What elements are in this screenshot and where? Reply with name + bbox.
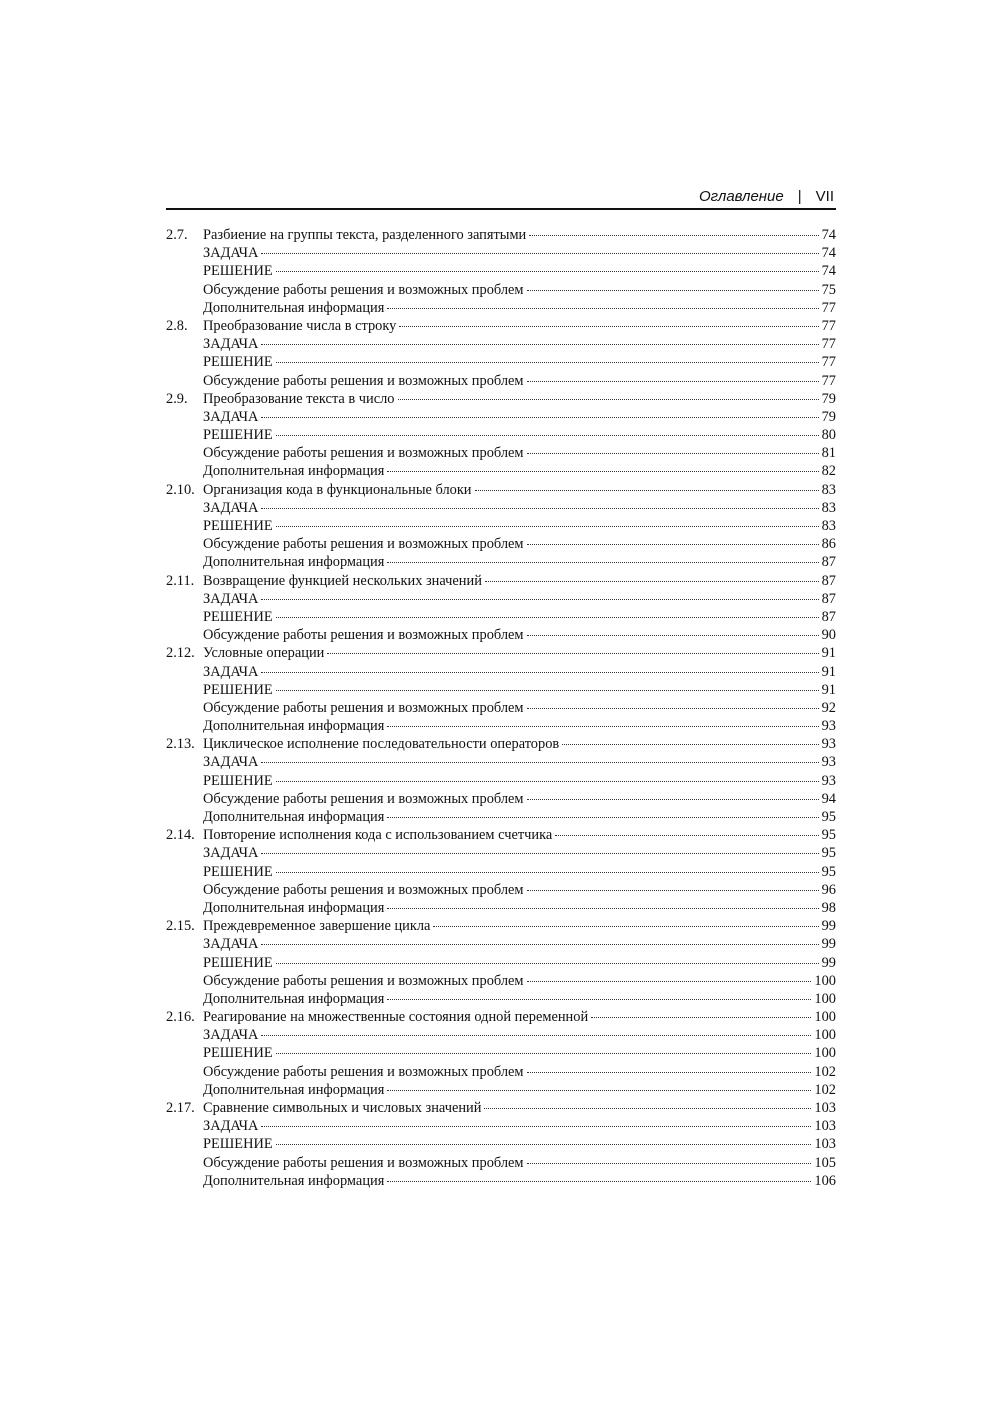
toc-subsection-title: ЗАДАЧА	[203, 845, 259, 862]
toc-subsection-title: РЕШЕНИЕ	[203, 427, 273, 444]
toc-dot-leader	[261, 417, 818, 418]
toc-dot-leader	[261, 599, 818, 600]
toc-dot-leader	[327, 653, 818, 654]
toc-dot-leader	[387, 726, 818, 727]
toc-dot-leader	[276, 781, 819, 782]
toc-subsection-entry[interactable]	[166, 517, 836, 535]
toc-subsection-entry[interactable]	[166, 972, 836, 990]
toc-dot-leader	[527, 708, 819, 709]
toc-dot-leader	[484, 1108, 811, 1109]
toc-subsection-title: ЗАДАЧА	[203, 408, 259, 425]
toc-subsection-title: Обсуждение работы решения и возможных проблем	[203, 972, 524, 989]
toc-page-number: 102	[814, 1081, 836, 1098]
toc-section-number: 2.10.	[166, 481, 195, 498]
toc-page-number: 93	[821, 754, 836, 771]
toc-subsection-entry[interactable]	[166, 753, 836, 771]
header-page-number: VII	[815, 188, 834, 205]
toc-subsection-title: Обсуждение работы решения и возможных проблем	[203, 1063, 524, 1080]
toc-section-entry[interactable]	[166, 1099, 836, 1117]
header-text	[699, 188, 834, 205]
toc-dot-leader	[261, 253, 818, 254]
toc-dot-leader	[398, 399, 819, 400]
toc-dot-leader	[387, 817, 818, 818]
toc-section-number: 2.16.	[166, 1009, 195, 1026]
toc-dot-leader	[276, 963, 819, 964]
toc-subsection-title: ЗАДАЧА	[203, 754, 259, 771]
toc-subsection-title: Обсуждение работы решения и возможных проблем	[203, 281, 524, 298]
toc-dot-leader	[527, 981, 812, 982]
toc-dot-leader	[261, 944, 818, 945]
toc-subsection-entry[interactable]	[166, 281, 836, 299]
toc-page-number: 87	[821, 590, 836, 607]
toc-page-number: 105	[814, 1154, 836, 1171]
toc-subsection-entry[interactable]	[166, 335, 836, 353]
toc-subsection-title: Обсуждение работы решения и возможных проблем	[203, 1154, 524, 1171]
toc-subsection-entry[interactable]	[166, 717, 836, 735]
toc-subsection-title: Обсуждение работы решения и возможных проблем	[203, 881, 524, 898]
toc-dot-leader	[261, 1035, 811, 1036]
toc-dot-leader	[261, 344, 818, 345]
toc-page-number: 98	[821, 899, 836, 916]
toc-subsection-title: РЕШЕНИЕ	[203, 772, 273, 789]
toc-section-number: 2.14.	[166, 827, 195, 844]
toc-subsection-title: РЕШЕНИЕ	[203, 354, 273, 371]
toc-section-title: Возвращение функцией нескольких значений	[203, 572, 482, 589]
toc-page-number: 92	[821, 699, 836, 716]
toc-page-number: 90	[821, 627, 836, 644]
toc-section-number: 2.11.	[166, 572, 195, 589]
toc-subsection-title: Дополнительная информация	[203, 554, 385, 571]
toc-dot-leader	[527, 544, 819, 545]
toc-section-entry[interactable]	[166, 481, 836, 499]
toc-page-number: 77	[821, 372, 836, 389]
toc-subsection-title: Обсуждение работы решения и возможных проблем	[203, 536, 524, 553]
toc-subsection-entry[interactable]	[166, 1172, 836, 1190]
toc-subsection-entry[interactable]	[166, 1026, 836, 1044]
toc-section-entry[interactable]	[166, 390, 836, 408]
toc-subsection-title: Обсуждение работы решения и возможных проблем	[203, 699, 524, 716]
toc-page-number: 77	[821, 354, 836, 371]
toc-dot-leader	[387, 562, 818, 563]
toc-section-number: 2.9.	[166, 390, 188, 407]
toc-subsection-entry[interactable]	[166, 935, 836, 953]
toc-dot-leader	[387, 471, 818, 472]
toc-subsection-title: Обсуждение работы решения и возможных проблем	[203, 790, 524, 807]
toc-page-number: 87	[821, 608, 836, 625]
toc-dot-leader	[399, 326, 818, 327]
toc-dot-leader	[527, 799, 819, 800]
toc-subsection-entry[interactable]	[166, 372, 836, 390]
toc-section-title: Разбиение на группы текста, разделенного запятыми	[203, 227, 527, 243]
toc-section-number: 2.15.	[166, 918, 195, 935]
toc-page-number: 99	[821, 918, 836, 935]
toc-subsection-entry[interactable]	[166, 1044, 836, 1062]
toc-subsection-title: Дополнительная информация	[203, 809, 385, 825]
toc-subsection-entry[interactable]	[166, 299, 836, 317]
toc-subsection-entry[interactable]	[166, 1081, 836, 1099]
toc-page-number: 102	[814, 1063, 836, 1080]
toc-page-number: 96	[821, 881, 836, 898]
toc-subsection-title: Дополнительная информация	[203, 899, 385, 916]
toc-page-number: 91	[821, 645, 836, 662]
toc-subsection-entry[interactable]	[166, 863, 836, 881]
toc-subsection-entry[interactable]	[166, 772, 836, 790]
toc-section-title: Повторение исполнения кода с использованием счетчика	[203, 827, 553, 844]
toc-dot-leader	[261, 1126, 811, 1127]
toc-dot-leader	[527, 1163, 812, 1164]
toc-dot-leader	[261, 762, 818, 763]
toc-subsection-entry[interactable]	[166, 1154, 836, 1172]
toc-dot-leader	[276, 1144, 812, 1145]
toc-section-entry[interactable]	[166, 226, 836, 244]
toc-page-number: 94	[821, 790, 836, 807]
toc-dot-leader	[276, 690, 819, 691]
toc-page-number: 79	[821, 390, 836, 407]
toc-page-number: 95	[821, 845, 836, 862]
header-separator: |	[797, 188, 802, 205]
toc-dot-leader	[527, 1072, 812, 1073]
toc-dot-leader	[276, 617, 819, 618]
toc-page-number: 91	[821, 663, 836, 680]
toc-subsection-entry[interactable]	[166, 899, 836, 917]
toc-subsection-entry[interactable]	[166, 954, 836, 972]
header-section-title: Оглавление	[698, 188, 784, 205]
toc-dot-leader	[276, 435, 819, 436]
toc-dot-leader	[527, 890, 819, 891]
toc-section-title: Организация кода в функциональные блоки	[203, 481, 472, 498]
toc-subsection-title: ЗАДАЧА	[203, 590, 259, 607]
toc-dot-leader	[433, 926, 818, 927]
toc-subsection-title: ЗАДАЧА	[203, 499, 259, 516]
toc-section-title: Реагирование на множественные состояния одной переменной	[203, 1009, 589, 1026]
toc-subsection-title: ЗАДАЧА	[203, 663, 259, 680]
toc-subsection-entry[interactable]	[166, 444, 836, 462]
toc-dot-leader	[527, 290, 819, 291]
toc-dot-leader	[529, 235, 818, 236]
toc-page-number: 95	[821, 863, 836, 880]
toc-page-number: 103	[814, 1100, 836, 1116]
toc-subsection-title: Обсуждение работы решения и возможных проблем	[203, 445, 524, 462]
toc-subsection-entry[interactable]	[166, 553, 836, 571]
toc-dot-leader	[562, 744, 818, 745]
toc-section-entry[interactable]	[166, 735, 836, 753]
toc-subsection-title: Дополнительная информация	[203, 1172, 385, 1189]
toc-subsection-entry[interactable]	[166, 808, 836, 826]
toc-page-number: 74	[821, 227, 836, 243]
toc-subsection-title: Дополнительная информация	[203, 990, 385, 1007]
toc-dot-leader	[527, 635, 819, 636]
toc-dot-leader	[276, 526, 819, 527]
toc-subsection-entry[interactable]	[166, 699, 836, 717]
toc-subsection-title: РЕШЕНИЕ	[203, 954, 273, 971]
toc-subsection-title: Дополнительная информация	[203, 718, 385, 735]
toc-subsection-entry[interactable]	[166, 1063, 836, 1081]
toc-dot-leader	[261, 672, 818, 673]
toc-subsection-title: РЕШЕНИЕ	[203, 681, 273, 698]
toc-subsection-entry[interactable]	[166, 590, 836, 608]
toc-section-title: Преждевременное завершение цикла	[203, 918, 431, 935]
toc-subsection-title: Дополнительная информация	[203, 299, 385, 316]
toc-page-number: 99	[821, 936, 836, 953]
toc-page-number: 95	[821, 827, 836, 844]
toc-page-number: 80	[821, 427, 836, 444]
toc-dot-leader	[555, 835, 818, 836]
toc-subsection-title: ЗАДАЧА	[203, 1118, 259, 1135]
toc-page-number: 93	[821, 718, 836, 735]
toc-section-number: 2.13.	[166, 736, 195, 753]
toc-section-number: 2.17.	[166, 1100, 195, 1116]
toc-dot-leader	[485, 581, 819, 582]
toc-subsection-entry[interactable]	[166, 1117, 836, 1135]
toc-page-number: 100	[814, 972, 836, 989]
toc-section-entry[interactable]	[166, 826, 836, 844]
toc-subsection-title: ЗАДАЧА	[203, 245, 259, 262]
toc-dot-leader	[387, 1181, 811, 1182]
toc-dot-leader	[276, 872, 819, 873]
toc-section-title: Преобразование числа в строку	[203, 317, 397, 334]
toc-page-number: 100	[814, 990, 836, 1007]
toc-page-number: 93	[821, 772, 836, 789]
toc-dot-leader	[261, 853, 818, 854]
toc-section-title: Условные операции	[203, 645, 325, 662]
toc-subsection-title: РЕШЕНИЕ	[203, 1045, 273, 1062]
toc-dot-leader	[387, 308, 818, 309]
toc-page-number: 86	[821, 536, 836, 553]
table-of-contents	[166, 226, 836, 1190]
toc-subsection-title: Дополнительная информация	[203, 463, 385, 480]
toc-subsection-entry[interactable]	[166, 608, 836, 626]
toc-page-number: 79	[821, 408, 836, 425]
toc-subsection-entry[interactable]	[166, 790, 836, 808]
toc-page-number: 83	[821, 499, 836, 516]
toc-page-number: 100	[814, 1027, 836, 1044]
toc-subsection-title: РЕШЕНИЕ	[203, 608, 273, 625]
toc-page-number: 103	[814, 1118, 836, 1135]
toc-subsection-entry[interactable]	[166, 663, 836, 681]
toc-page-number: 93	[821, 736, 836, 753]
toc-subsection-title: РЕШЕНИЕ	[203, 1136, 273, 1153]
toc-page-number: 99	[821, 954, 836, 971]
toc-dot-leader	[276, 271, 819, 272]
toc-subsection-title: Обсуждение работы решения и возможных проблем	[203, 627, 524, 644]
toc-page-number: 77	[821, 336, 836, 353]
toc-subsection-entry[interactable]	[166, 426, 836, 444]
toc-subsection-entry[interactable]	[166, 681, 836, 699]
toc-subsection-title: Обсуждение работы решения и возможных проблем	[203, 372, 524, 389]
toc-subsection-entry[interactable]	[166, 1135, 836, 1153]
toc-page-number: 87	[821, 572, 836, 589]
toc-page-number: 100	[814, 1009, 836, 1026]
toc-subsection-entry[interactable]	[166, 844, 836, 862]
toc-page-number: 83	[821, 518, 836, 534]
toc-page-number: 100	[814, 1045, 836, 1062]
toc-subsection-title: ЗАДАЧА	[203, 936, 259, 953]
toc-page-number: 77	[821, 317, 836, 334]
toc-dot-leader	[527, 453, 819, 454]
toc-section-number: 2.7.	[166, 227, 188, 243]
toc-dot-leader	[387, 1090, 811, 1091]
toc-page-number: 91	[821, 681, 836, 698]
toc-subsection-entry[interactable]	[166, 881, 836, 899]
toc-subsection-entry[interactable]	[166, 990, 836, 1008]
toc-section-entry[interactable]	[166, 644, 836, 662]
toc-page-number: 87	[821, 554, 836, 571]
toc-subsection-entry[interactable]	[166, 462, 836, 480]
toc-page-number: 81	[821, 445, 836, 462]
toc-subsection-entry[interactable]	[166, 262, 836, 280]
toc-subsection-title: Дополнительная информация	[203, 1081, 385, 1098]
toc-subsection-title: РЕШЕНИЕ	[203, 263, 273, 280]
toc-subsection-title: ЗАДАЧА	[203, 336, 259, 353]
toc-page-number: 106	[814, 1172, 836, 1189]
toc-subsection-entry[interactable]	[166, 244, 836, 262]
toc-section-title: Преобразование текста в число	[203, 390, 395, 407]
toc-subsection-title: РЕШЕНИЕ	[203, 863, 273, 880]
toc-dot-leader	[527, 381, 819, 382]
toc-page-number: 95	[821, 809, 836, 825]
toc-dot-leader	[591, 1017, 811, 1018]
toc-page-number: 75	[821, 281, 836, 298]
toc-section-number: 2.8.	[166, 317, 188, 334]
toc-page-number: 74	[821, 263, 836, 280]
toc-section-entry[interactable]	[166, 317, 836, 335]
toc-page-number: 82	[821, 463, 836, 480]
toc-section-entry[interactable]	[166, 572, 836, 590]
toc-subsection-title: ЗАДАЧА	[203, 1027, 259, 1044]
toc-dot-leader	[387, 999, 811, 1000]
toc-dot-leader	[475, 490, 819, 491]
toc-section-title: Сравнение символьных и числовых значений	[203, 1100, 482, 1116]
toc-page-number: 83	[821, 481, 836, 498]
toc-dot-leader	[276, 362, 819, 363]
toc-subsection-entry[interactable]	[166, 499, 836, 517]
toc-subsection-entry[interactable]	[166, 353, 836, 371]
toc-page-number: 74	[821, 245, 836, 262]
toc-dot-leader	[276, 1053, 812, 1054]
toc-page-number: 103	[814, 1136, 836, 1153]
toc-page-number: 77	[821, 299, 836, 316]
toc-subsection-entry[interactable]	[166, 535, 836, 553]
toc-dot-leader	[387, 908, 818, 909]
toc-subsection-entry[interactable]	[166, 626, 836, 644]
running-header	[166, 186, 836, 210]
toc-section-number: 2.12.	[166, 645, 195, 662]
toc-subsection-entry[interactable]	[166, 408, 836, 426]
toc-section-title: Циклическое исполнение последовательности операторов	[203, 736, 560, 753]
toc-subsection-title: РЕШЕНИЕ	[203, 518, 273, 534]
toc-dot-leader	[261, 508, 818, 509]
toc-section-entry[interactable]	[166, 917, 836, 935]
toc-section-entry[interactable]	[166, 1008, 836, 1026]
